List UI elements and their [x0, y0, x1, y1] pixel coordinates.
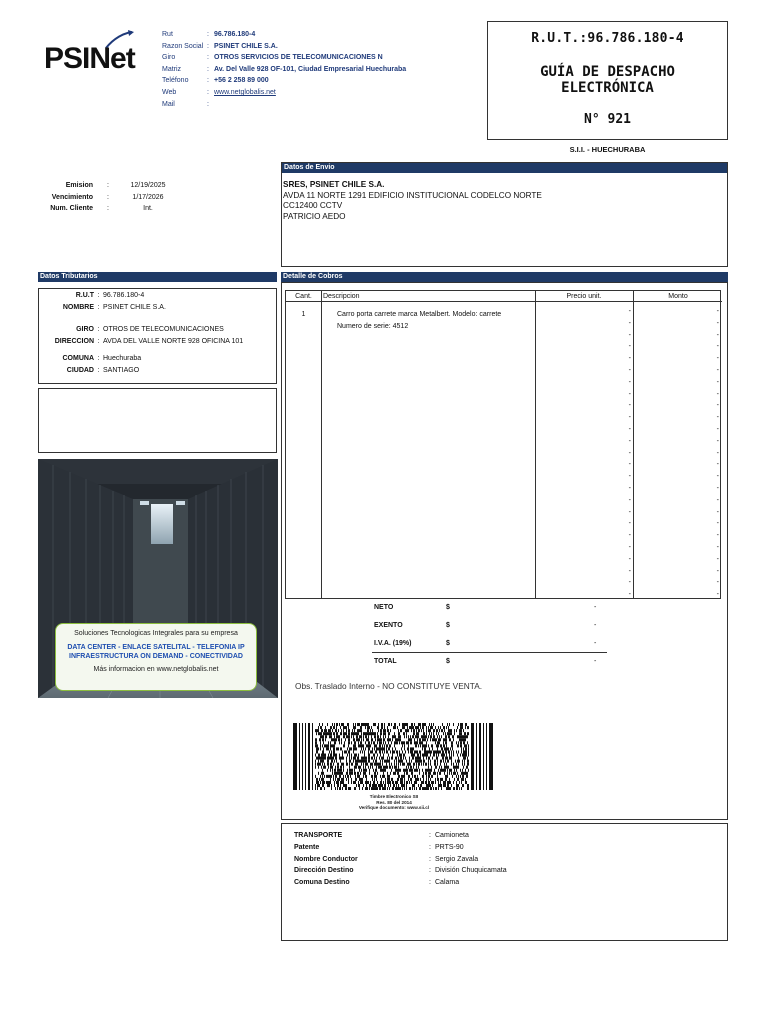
- amount-dash: -: [716, 414, 719, 422]
- amount-dash: -: [716, 473, 719, 481]
- shipping-recipient: SRES, PSINET CHILE S.A.: [283, 180, 385, 189]
- price-dash: -: [628, 591, 631, 599]
- shipping-address: AVDA 11 NORTE 1291 EDIFICIO INSTITUCIONAL CODELCO NORTE: [283, 190, 542, 200]
- col-precio: Precio unit.: [536, 291, 632, 302]
- promo-more-info: Más informacion en www.netglobalis.net: [93, 666, 219, 673]
- price-dash: -: [628, 308, 631, 315]
- shipping-data-header: Datos de Envio: [282, 163, 727, 173]
- tax-city: SANTIAGO: [103, 366, 140, 374]
- tax-name: PSINET CHILE S.A.: [103, 303, 166, 311]
- client-number-row: Num. Cliente : Int.: [50, 205, 153, 212]
- amount-dash: -: [716, 555, 719, 563]
- col-descripcion: Descripcion: [323, 291, 523, 302]
- amount-dash: -: [716, 331, 719, 339]
- amount-dash: -: [716, 343, 719, 351]
- price-dash: -: [628, 544, 631, 551]
- price-dash: -: [628, 414, 631, 422]
- exento-value: -: [594, 622, 597, 629]
- empty-box: [38, 388, 277, 453]
- emission-row: Emision : 12/19/2025: [65, 182, 166, 189]
- price-dash: -: [628, 426, 631, 433]
- destination-address-row: Dirección Destino : División Chuquicamata: [294, 867, 507, 875]
- price-dash: -: [628, 437, 631, 445]
- amount-dash: -: [716, 485, 719, 492]
- tax-data-header: Datos Tributarios: [38, 272, 277, 282]
- amount-dash: -: [716, 579, 719, 587]
- amount-dash: -: [716, 461, 719, 469]
- charges-header: Detalle de Cobros: [281, 272, 728, 282]
- price-dash: -: [628, 532, 631, 540]
- document-title: GUÍA DE DESPACHO ELECTRÓNICA: [540, 64, 675, 96]
- tax-data-box: R.U.T : 96.786.180-4 NOMBRE : PSINET CHILE S.A. GIRO : OTROS DE TELECOMUNICACIONES DIRECCION : AVDA DEL VALLE NORTE 928 OFICINA 101 COMUNA : Huechuraba CIUDAD : SANTIAGO: [38, 288, 277, 384]
- shipping-data-box: [281, 162, 728, 267]
- transport-box: [281, 823, 728, 941]
- amount-dash: -: [716, 437, 719, 445]
- company-row-rut: Rut : 96.786.180-4: [162, 31, 256, 38]
- amount-dash: -: [716, 390, 719, 398]
- datacenter-photo: [38, 459, 278, 698]
- company-row-mail: Mail :: [162, 100, 209, 108]
- total-value: -: [594, 658, 597, 665]
- tax-giro: OTROS DE TELECOMUNICACIONES: [103, 326, 224, 333]
- amount-dash: -: [716, 319, 719, 327]
- amount-dash: -: [716, 496, 719, 504]
- tax-comuna: Huechuraba: [103, 355, 142, 362]
- issuer-rut: R.U.T.:96.786.180-4: [531, 31, 684, 46]
- price-dash: -: [628, 343, 631, 351]
- total-iva-row: I.V.A. (19%) $ -: [372, 635, 607, 653]
- timbre-caption: Timbre Electronico SII Res. 80 del 2014 Verifique documento: www.sii.cl: [358, 794, 430, 810]
- company-row-matriz: Matriz : Av. Del Valle 928 OF-101, Ciudad Empresarial Huechuraba: [162, 65, 407, 73]
- col-cant: Cant.: [286, 291, 321, 302]
- amount-dash: -: [716, 449, 719, 457]
- tax-address: AVDA DEL VALLE NORTE 928 OFICINA 101: [103, 337, 244, 345]
- promo-tagline: Soluciones Tecnologicas Integrales para su empresa: [74, 630, 238, 637]
- tax-rut: 96.786.180-4: [103, 292, 145, 299]
- amount-dash: -: [716, 567, 719, 575]
- item-quantity: 1: [301, 311, 306, 318]
- amount-dash: -: [716, 367, 719, 374]
- company-row-giro: Giro : OTROS SERVICIOS DE TELECOMUNICACIONES N: [162, 54, 383, 62]
- company-row-web: Web : www.netglobalis.net: [162, 87, 406, 99]
- iva-value: -: [594, 640, 597, 647]
- price-dash: -: [628, 579, 631, 587]
- price-dash: -: [628, 520, 631, 528]
- item-description: Carro porta carrete marca Metalbert. Modelo: carrete Numero de serie: 4512: [337, 311, 502, 330]
- total-row: TOTAL $ -: [372, 653, 607, 671]
- company-row-razon: Razon Social : PSINET CHILE S.A.: [162, 42, 278, 50]
- amount-dash: -: [716, 355, 719, 363]
- price-dash: -: [628, 461, 631, 469]
- total-neto-row: NETO $ -: [372, 599, 607, 617]
- psinet-logo: [44, 30, 164, 78]
- charges-box: [281, 282, 728, 820]
- sii-office: S.I.I. - HUECHURABA: [569, 145, 646, 154]
- amount-dash: -: [716, 508, 719, 516]
- promo-card: [55, 623, 257, 691]
- amount-dash: -: [716, 402, 719, 410]
- document-number: N° 921: [584, 112, 631, 127]
- website-link[interactable]: www.netglobalis.net: [214, 88, 276, 96]
- promo-services: DATA CENTER - ENLACE SATELITAL - TELEFONIA IP INFRAESTRUCTURA ON DEMAND - CONECTIVIDAD: [67, 644, 245, 660]
- price-dash: -: [628, 390, 631, 398]
- price-dash: -: [628, 331, 631, 339]
- price-dash: -: [628, 402, 631, 410]
- price-dash: -: [628, 319, 631, 327]
- emission-dates: [40, 180, 173, 215]
- price-dash: -: [628, 496, 631, 504]
- price-dash: -: [628, 449, 631, 457]
- totals-block: [372, 599, 607, 671]
- destination-comuna-row: Comuna Destino : Calama: [294, 879, 460, 887]
- company-row-telefono: Teléfono : +56 2 258 89 000: [162, 77, 269, 85]
- logo-text: PSINet: [44, 42, 135, 75]
- document-id-box: [487, 21, 728, 140]
- shipping-contact: PATRICIO AEDO: [283, 211, 346, 221]
- price-dash: -: [628, 378, 631, 386]
- due-date-row: Vencimiento : 1/17/2026: [51, 193, 164, 201]
- col-monto: Monto: [634, 291, 722, 302]
- price-dash: -: [628, 508, 631, 516]
- total-exento-row: EXENTO $ -: [372, 617, 607, 635]
- price-dash: -: [628, 367, 631, 374]
- transport-type-row: TRANSPORTE : Camioneta: [294, 832, 469, 839]
- amount-dash: -: [716, 378, 719, 386]
- amount-dash: -: [716, 544, 719, 551]
- amount-dash: -: [716, 426, 719, 433]
- amount-dash: -: [716, 308, 719, 315]
- price-dash: -: [628, 555, 631, 563]
- company-info: [162, 29, 406, 110]
- neto-value: -: [594, 604, 597, 611]
- license-plate-row: Patente : PRTS-90: [294, 843, 464, 851]
- amount-dash: -: [716, 520, 719, 528]
- amount-dash: -: [716, 532, 719, 540]
- price-dash: -: [628, 567, 631, 575]
- price-dash: -: [628, 355, 631, 363]
- price-dash: -: [628, 485, 631, 492]
- observation-text: Obs. Traslado Interno - NO CONSTITUYE VENTA.: [295, 681, 483, 691]
- price-dash: -: [628, 473, 631, 481]
- items-table: [285, 290, 721, 599]
- shipping-cost-center: CC12400 CCTV: [283, 201, 343, 210]
- amount-dash: -: [716, 591, 719, 599]
- driver-row: Nombre Conductor : Sergio Zavala: [294, 855, 479, 863]
- pdf417-timbre-barcode: [293, 723, 493, 790]
